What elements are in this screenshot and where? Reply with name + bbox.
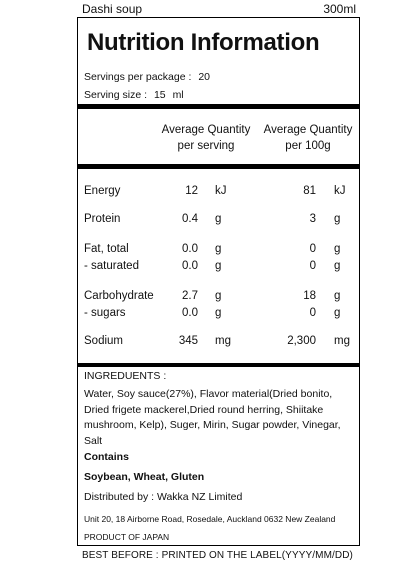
nutrient-per-100g-unit: g bbox=[334, 243, 341, 255]
nutrient-name: Energy bbox=[84, 185, 121, 197]
column-header-per-100g-line2: per 100g bbox=[285, 140, 331, 152]
column-header-per-100g-line1: Average Quantity bbox=[263, 124, 353, 136]
nutrient-name: Protein bbox=[84, 213, 121, 225]
nutrient-name: - sugars bbox=[84, 307, 126, 319]
nutrient-name: Fat, total bbox=[84, 243, 129, 255]
column-header-per-serving-line1: Average Quantity bbox=[161, 124, 251, 136]
product-name: Dashi soup bbox=[82, 2, 143, 16]
serving-size-label: Serving size : bbox=[84, 89, 148, 101]
nutrient-per-serving-value: 2.7 bbox=[182, 290, 198, 302]
nutrient-per-serving-value: 345 bbox=[178, 335, 198, 347]
nutrient-per-100g-value: 18 bbox=[303, 290, 316, 302]
ingredients-text: Water, Soy sauce(27%), Flavor material(Dried bonito, Dried frigete mackerel,Dried round herring, Shiitake mushroom, Kelp), Suger, Mirin, Sugar powder, Vinegar, Salt bbox=[84, 388, 341, 447]
distributor-address: Unit 20, 18 Airborne Road, Rosedale, Auckland 0632 New Zealand bbox=[84, 514, 336, 524]
panel-title: Nutrition Information bbox=[87, 29, 320, 56]
allergens-text: Soybean, Wheat, Gluten bbox=[84, 471, 205, 483]
serving-size bbox=[84, 89, 184, 101]
nutrient-per-serving-value: 0.0 bbox=[182, 243, 198, 255]
nutrient-per-100g-unit: g bbox=[334, 213, 341, 225]
nutrient-per-100g-value: 2,300 bbox=[287, 335, 316, 347]
servings-per-package-label: Servings per package : bbox=[84, 71, 192, 83]
nutrient-name: Sodium bbox=[84, 335, 123, 347]
nutrient-per-100g-value: 81 bbox=[303, 185, 316, 197]
best-before: BEST BEFORE : PRINTED ON THE LABEL(YYYY/MM/DD) bbox=[82, 550, 353, 561]
nutrient-per-100g-value: 0 bbox=[309, 243, 316, 255]
allergens-heading: Contains bbox=[84, 451, 129, 463]
thick-divider bbox=[78, 104, 359, 109]
ingredients-heading: INGREDUENTS : bbox=[84, 370, 167, 382]
nutrient-per-100g-unit: g bbox=[334, 260, 341, 272]
servings-per-package bbox=[84, 71, 210, 83]
nutrient-per-100g-unit: mg bbox=[334, 335, 350, 347]
product-volume: 300ml bbox=[323, 2, 356, 16]
column-header-per-serving-line2: per serving bbox=[177, 140, 235, 152]
nutrient-per-serving-value: 0.0 bbox=[182, 260, 198, 272]
nutrient-per-100g-value: 0 bbox=[309, 307, 316, 319]
nutrient-per-serving-unit: kJ bbox=[215, 185, 227, 197]
nutrient-per-serving-unit: g bbox=[215, 290, 222, 302]
column-header-per-serving bbox=[151, 122, 261, 154]
nutrient-per-serving-unit: g bbox=[215, 307, 222, 319]
distributor: Distributed by : Wakka NZ Limited bbox=[84, 491, 243, 503]
column-header-per-100g bbox=[253, 122, 363, 154]
nutrient-name: - saturated bbox=[84, 260, 139, 272]
nutrient-per-serving-value: 0.4 bbox=[182, 213, 198, 225]
nutrient-per-100g-unit: g bbox=[334, 307, 341, 319]
serving-size-unit: ml bbox=[172, 89, 184, 101]
product-origin: PRODUCT OF JAPAN bbox=[84, 532, 170, 542]
nutrition-panel bbox=[77, 17, 360, 546]
thick-divider bbox=[78, 164, 359, 169]
nutrient-per-serving-unit: g bbox=[215, 260, 222, 272]
nutrient-per-100g-value: 3 bbox=[309, 213, 316, 225]
serving-size-value: 15 bbox=[153, 89, 166, 101]
nutrient-per-serving-value: 12 bbox=[185, 185, 198, 197]
nutrient-per-serving-value: 0.0 bbox=[182, 307, 198, 319]
nutrient-per-serving-unit: mg bbox=[215, 335, 231, 347]
nutrient-per-100g-unit: g bbox=[334, 290, 341, 302]
nutrient-per-serving-unit: g bbox=[215, 243, 222, 255]
nutrient-per-100g-unit: kJ bbox=[334, 185, 346, 197]
thick-divider bbox=[78, 363, 359, 367]
nutrient-per-100g-value: 0 bbox=[309, 260, 316, 272]
servings-per-package-value: 20 bbox=[198, 71, 211, 83]
nutrient-per-serving-unit: g bbox=[215, 213, 222, 225]
nutrient-name: Carbohydrate bbox=[84, 290, 154, 302]
